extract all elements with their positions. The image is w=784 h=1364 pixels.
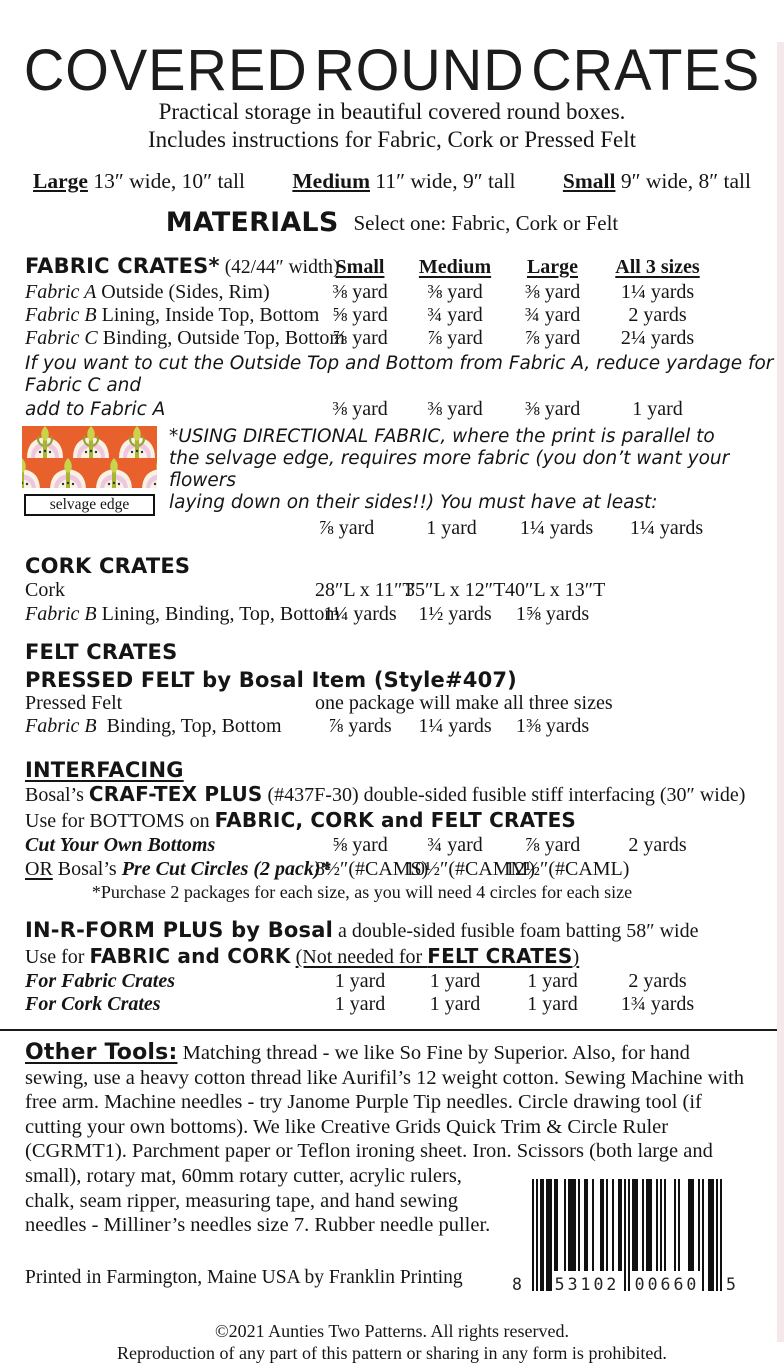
size-small-label: Small xyxy=(562,169,616,193)
barcode-digit-group2: 00660 xyxy=(634,1275,700,1294)
directional-note-line3: laying down on their sides!!) You must have at least: xyxy=(169,492,658,513)
use-for-bottoms-line xyxy=(25,808,784,834)
not-needed-pre: (Not needed for xyxy=(295,946,428,968)
cell-value: ⅜ yard xyxy=(427,281,483,303)
cell-value: ⅜ yard xyxy=(427,398,483,420)
cell-value: 1 yard xyxy=(426,517,477,539)
fabric-letter: Fabric C xyxy=(25,327,98,349)
table-row xyxy=(25,692,784,715)
fabric-letter: Fabric B xyxy=(25,715,97,737)
inrform-use-crates: FABRIC and CORK xyxy=(89,944,291,968)
fabric-swatch xyxy=(22,426,157,540)
col-header-small-label: Small xyxy=(335,256,385,278)
section-divider xyxy=(0,1029,784,1031)
row-label xyxy=(25,281,315,304)
fabric-crates-header xyxy=(25,254,784,281)
size-large xyxy=(33,169,245,194)
cell-value: ⅞ yard xyxy=(524,834,581,856)
selvage-edge-label: selvage edge xyxy=(24,494,155,516)
col-header-large xyxy=(505,254,600,280)
reproduction-line: Reproduction of any part of this pattern or sharing in any form is prohibited. xyxy=(117,1343,667,1364)
fabric-letter: Fabric A xyxy=(25,281,97,303)
cell-value: ⅜ yard xyxy=(332,398,388,420)
precut-product: Pre Cut Circles (2 pack)* xyxy=(121,858,331,880)
barcode-digit-left: 8 xyxy=(512,1275,522,1294)
subtitle-line1: Practical storage in beautiful covered round boxes. xyxy=(158,99,626,124)
inrform-heading-line xyxy=(25,917,784,944)
cell-value: 1 yard xyxy=(527,970,578,992)
pressed-felt-heading: PRESSED FELT by Bosal Item (Style#407) xyxy=(25,668,517,692)
cell-value: 1 yard xyxy=(632,398,683,420)
cell-value: ¾ yard xyxy=(427,834,483,856)
craftex-product-name: CRAF-TEX PLUS xyxy=(88,782,263,806)
row-label: Pressed Felt xyxy=(25,692,123,714)
cell-value: 2 yards xyxy=(628,834,687,856)
table-row xyxy=(25,602,784,626)
table-row xyxy=(25,993,784,1016)
cell-value: ¾ yard xyxy=(524,304,581,326)
reduce-note-row xyxy=(25,397,784,422)
col-header-small xyxy=(315,254,405,280)
table-row xyxy=(25,715,784,738)
row-label-text: Outside (Sides, Rim) xyxy=(96,281,270,303)
row-label: For Cork Crates xyxy=(25,993,161,1015)
table-row xyxy=(25,578,784,602)
table-row xyxy=(25,327,784,350)
other-tools-section xyxy=(25,1040,746,1294)
craftex-pre: Bosal’s xyxy=(25,784,89,806)
cell-value: 2 yards xyxy=(628,304,687,326)
other-tools-text: Matching thread - we like So Fine by Superior. Also, for hand sewing, use a heavy cotton thread like Aurifil’s 12 weight cotton. Sewing Machine with free arm. Machine needles - try Janome Purple Tip needles. Circle drawing tool (if cutting your own bottoms). We like Creative Grids Quick Trim & Circle Ruler (CGRMT1). Parchment paper or Teflon ironing sheet. Iron. Scissors (both large and small), rotary mat, 60mm rotary cutter, acrylic rulers, chalk, seam ripper, measuring tape, and hand sewing needles - Milliner’s needles size 7. Rubber needle puller. xyxy=(25,1042,745,1237)
fabric-crates-title xyxy=(25,254,340,281)
row-label: For Fabric Crates xyxy=(25,970,176,992)
cell-value: ¾ yard xyxy=(427,304,483,326)
not-needed-post: ) xyxy=(572,946,580,968)
cell-value: 1¼ yards xyxy=(323,603,397,625)
cell-value: ⅞ yard xyxy=(427,327,483,349)
directional-values-row xyxy=(289,516,784,540)
table-row xyxy=(25,857,784,882)
cell-value: 2¼ yards xyxy=(620,327,695,349)
cell-value: 1½ yards xyxy=(418,603,492,625)
cell-value: 1 yard xyxy=(429,993,481,1015)
not-needed-crates: FELT CRATES xyxy=(427,944,573,968)
materials-note: Select one: Fabric, Cork or Felt xyxy=(353,211,619,235)
row-label xyxy=(25,327,345,350)
cell-value: 1⅝ yards xyxy=(515,603,590,625)
size-large-label: Large xyxy=(33,169,88,193)
size-summary xyxy=(0,169,784,194)
cell-value: ⅝ yard xyxy=(332,304,388,326)
purchase-note: *Purchase 2 packages for each size, as you will need 4 circles for each size xyxy=(91,882,633,902)
directional-note xyxy=(169,426,784,540)
cell-value: 1¼ yards xyxy=(629,517,704,539)
subtitle-line2: Includes instructions for Fabric, Cork or Pressed Felt xyxy=(147,127,637,152)
cell-value: 1¼ yards xyxy=(418,715,492,737)
size-small xyxy=(563,169,751,194)
page-title: COVERED ROUND CRATES xyxy=(23,36,761,103)
cell-value: ⅞ yard xyxy=(524,327,581,349)
interfacing-heading: INTERFACING xyxy=(25,758,184,782)
size-medium-label: Medium xyxy=(292,169,370,193)
copyright-line: ©2021 Aunties Two Patterns. All rights reserved. xyxy=(214,1321,570,1342)
cell-value: ⅝ yard xyxy=(332,834,388,856)
fabric-letter: Fabric B xyxy=(25,304,97,326)
row-label: Cork xyxy=(25,579,65,601)
fabric-crates-heading: FABRIC CRATES* xyxy=(25,254,220,278)
reduce-note-line2: add to Fabric A xyxy=(25,399,166,420)
fabric-letter: Fabric B xyxy=(25,603,97,625)
copyright-block xyxy=(0,1320,784,1364)
size-small-desc: 9″ wide, 8″ tall xyxy=(615,169,751,193)
barcode-digit-right: 5 xyxy=(726,1275,736,1294)
pattern-back-cover xyxy=(0,36,784,1364)
size-medium-desc: 11″ wide, 9″ tall xyxy=(370,169,516,193)
not-needed-note xyxy=(296,946,580,968)
table-row xyxy=(25,304,784,327)
cell-value: 28″L x 11″T xyxy=(315,579,415,601)
craftex-post: (#437F-30) double-sided fusible stiff interfacing (30″ wide) xyxy=(262,784,746,806)
cork-crates-heading: CORK CRATES xyxy=(25,554,191,578)
cell-value: 1 yard xyxy=(429,970,481,992)
pressed-felt-note: one package will make all three sizes xyxy=(315,692,613,714)
cell-value: ⅞ yards xyxy=(328,715,392,737)
cell-value: ⅜ yard xyxy=(524,398,581,420)
directional-note-line1: *USING DIRECTIONAL FABRIC, where the print is parallel to xyxy=(169,426,715,447)
directional-fabric-block xyxy=(22,426,784,540)
table-row xyxy=(25,834,784,857)
precut-circles-label xyxy=(25,857,331,882)
cell-value: ⅜ yard xyxy=(332,281,388,303)
row-label xyxy=(25,304,320,327)
other-tools-heading: Other Tools: xyxy=(25,1040,178,1065)
row-label-text: Lining, Binding, Top, Bottom xyxy=(96,603,340,625)
col-header-medium xyxy=(405,254,505,280)
cell-value: 1⅜ yards xyxy=(515,715,590,737)
printed-by-line: Printed in Farmington, Maine USA by Franklin Printing xyxy=(25,1266,463,1288)
cut-your-own-label: Cut Your Own Bottoms xyxy=(25,834,216,856)
barcode-digit-group1: 53102 xyxy=(554,1275,620,1294)
row-label-text: Lining, Inside Top, Bottom xyxy=(96,304,320,326)
cell-value: ⅜ yard xyxy=(524,281,581,303)
reduce-note-line1: If you want to cut the Outside Top and Bottom from Fabric A, reduce yardage for Fabric C and xyxy=(25,353,774,396)
row-label-text: Binding, Top, Bottom xyxy=(101,715,282,737)
table-row xyxy=(25,970,784,993)
table-row xyxy=(25,281,784,304)
cell-value: 35″L x 12″T xyxy=(405,579,506,601)
row-label xyxy=(25,602,340,626)
cell-value: ⅞ yard xyxy=(318,517,375,539)
cell-value: 1 yard xyxy=(334,970,386,992)
or-word: OR xyxy=(25,858,53,880)
inrform-use-pre: Use for xyxy=(25,946,90,968)
use-for-pre: Use for BOTTOMS on xyxy=(25,810,215,832)
cell-value: 1 yard xyxy=(334,993,386,1015)
fabric-swatch-image xyxy=(22,426,157,488)
cell-value: 1¼ yards xyxy=(519,517,594,539)
cell-value: ⅞ yard xyxy=(332,327,388,349)
fabric-width-note: (42/44″ width) xyxy=(224,257,340,278)
materials-heading-row xyxy=(0,207,784,238)
barcode xyxy=(504,1179,736,1313)
use-for-crates: FABRIC, CORK and FELT CRATES xyxy=(214,808,577,832)
row-label xyxy=(25,715,315,738)
inrform-use-line xyxy=(25,944,784,970)
or-mid: Bosal’s xyxy=(52,858,122,880)
materials-heading: MATERIALS xyxy=(165,207,339,238)
directional-note-line2: the selvage edge, requires more fabric (you don’t want your flowers xyxy=(169,448,730,491)
cell-value: 10½″(#CAMM) xyxy=(405,858,535,880)
col-header-all3-label: All 3 sizes xyxy=(615,256,700,278)
cell-value: 12½″(#CAML) xyxy=(505,858,630,880)
cell-value: 2 yards xyxy=(628,970,687,992)
cell-value: 1 yard xyxy=(527,993,578,1015)
size-large-desc: 13″ wide, 10″ tall xyxy=(87,169,245,193)
felt-crates-heading: FELT CRATES xyxy=(25,640,178,664)
col-header-medium-label: Medium xyxy=(418,256,492,278)
size-medium xyxy=(292,169,515,194)
col-header-large-label: Large xyxy=(526,256,579,278)
cell-value: 1¾ yards xyxy=(620,993,695,1015)
inrform-desc: a double-sided fusible foam batting 58″ wide xyxy=(333,920,699,942)
scan-edge-artifact xyxy=(777,42,784,1342)
cell-value: 40″L x 13″T xyxy=(505,579,606,601)
row-label-text: Binding, Outside Top, Bottom xyxy=(97,327,345,349)
col-header-all3 xyxy=(600,254,715,280)
inrform-product-name: IN-R-FORM PLUS by Bosal xyxy=(25,918,334,942)
cell-value: 8½″(#CAMS) xyxy=(315,858,429,880)
cell-value: 1¼ yards xyxy=(620,281,695,303)
craftex-line xyxy=(25,782,784,808)
